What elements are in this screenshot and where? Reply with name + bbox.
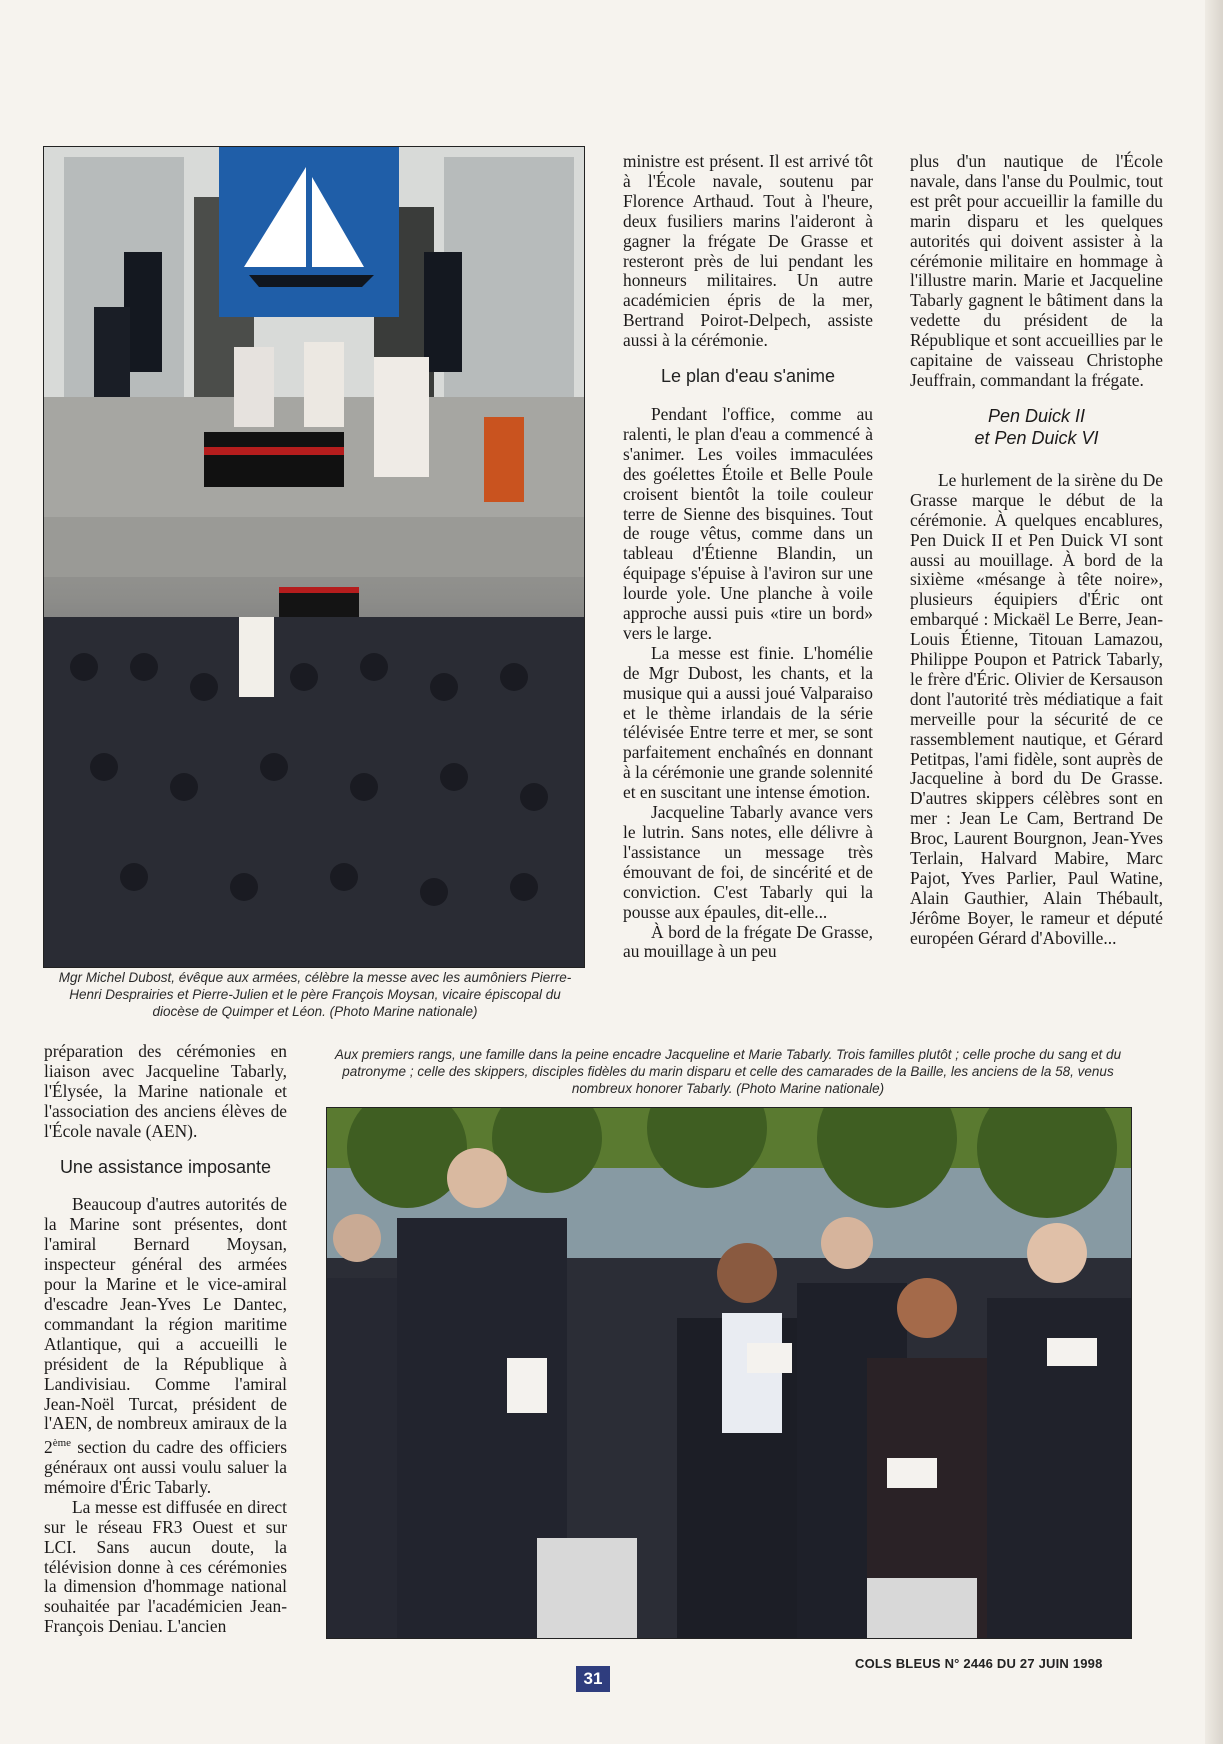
mass-ceremony-photo bbox=[43, 146, 585, 968]
paragraph: préparation des cérémonies en liaison avec Jacqueline Tabarly, l'Élysée, la Marine nationale et l'association des anciens élèves de l'École navale (AEN). bbox=[44, 1041, 287, 1141]
paragraph: Le hurlement de la sirène du De Grasse marque le début de la cérémonie. À quelques encablures, Pen Duick II et Pen Duick VI sont aussi au mouillage. À bord de la sixième «mésange à tête noire», plusieurs équipiers d'Éric ont embarqué : Mickaël Le Berre, Jean-Louis Étienne, Titouan Lamazou, Philippe Poupon et Patrick Tabarly, le frère d'Éric. Olivier de Kersauson dont l'autorité très médiatique a fait merveille pour la sécurité de ce rassemblement nautique, et Gérard Petitpas, l'ami fidèle, sont auprès de Jacqueline à bord du De Grasse. D'autres skippers célèbres sont en mer : Jean Le Cam, Bertrand De Broc, Laurent Bourgnon, Jean-Yves Terlain, Halvard Mabire, Marc Pajot, Yves Parlier, Paul Watine, Alain Gauthier, Alain Thébault, Jérôme Boyer, le rameur et député européen Gérard d'Aboville... bbox=[910, 469, 1163, 948]
page-number: 31 bbox=[576, 1666, 610, 1692]
left-column bbox=[44, 1042, 287, 1637]
paragraph: La messe est diffusée en direct sur le réseau FR3 Ouest et sur LCI. Sans aucun doute, la télévision donne à ces cérémonies la dimension d'hommage national souhaitée par l'académicien Jean-François Deniau. L'ancien bbox=[44, 1496, 287, 1637]
top-photo-caption: Mgr Michel Dubost, évêque aux armées, célèbre la messe avec les aumôniers Pierre-Henri Desprairies et Pierre-Julien et le père François Moysan, vicaire épiscopal du diocèse de Quimper et Léon. (Photo Marine nationale) bbox=[58, 970, 572, 1019]
bottom-photo-caption: Aux premiers rangs, une famille dans la peine encadre Jacqueline et Marie Tabarly. Trois familles plutôt ; celle proche du sang et du patronyme ; celle des skippers, disciples fidèles du marin disparu et celle des camarades de la Baille, les anciens de la 58, venus nombreux honorer Tabarly. (Photo Marine nationale) bbox=[334, 1047, 1122, 1096]
page-edge bbox=[1205, 0, 1223, 1744]
paragraph: plus d'un nautique de l'École navale, dans l'anse du Poulmic, tout est prêt pour accueillir la famille du marin disparu et les quelques autorités qui doivent assister à la cérémonie militaire en hommage à l'illustre marin. Marie et Jacqueline Tabarly gagnent le bâtiment dans la vedette du président de la République et sont accueillies par le capitaine de vaisseau Christophe Jeuffrain, commandant la frégate. bbox=[910, 151, 1163, 390]
section-heading: Le plan d'eau s'anime bbox=[661, 366, 835, 387]
paragraph: Beaucoup d'autres autorités de la Marine sont présentes, dont l'amiral Bernard Moysan, inspecteur général des armées pour la Marine et le vice-amiral d'escadre Jean-Yves Le Dantec, commandant la région maritime Atlantique, qui a accueilli le président de la République à Landivisiau. Comme l'amiral Jean-Noël Turcat, président de l'AEN, de nombreux amiraux de la 2ème section du cadre des officiers généraux ont aussi voulu saluer la mémoire d'Éric Tabarly. bbox=[44, 1194, 287, 1497]
publication-footer: COLS BLEUS N° 2446 DU 27 JUIN 1998 bbox=[855, 1656, 1103, 1671]
front-rows-illustration bbox=[327, 1108, 1131, 1638]
right-column bbox=[910, 152, 1163, 949]
paragraph: La messe est finie. L'homélie de Mgr Dubost, les chants, et la musique qui a aussi joué Valparaiso et le thème irlandais de la série télévisée Entre terre et mer, se sont parfaitement enchaînés en donnant à la cérémonie une grande solennité et en suscitant une intense émotion. bbox=[623, 642, 873, 803]
section-heading: Une assistance imposante bbox=[59, 1156, 272, 1177]
mass-ceremony-illustration bbox=[44, 147, 584, 967]
paragraph: À bord de la frégate De Grasse, au mouillage à un peu bbox=[623, 921, 873, 962]
paragraph: Jacqueline Tabarly avance vers le lutrin. Sans notes, elle délivre à l'assistance un message très émouvant de foi, de sincérité et de conviction. C'est Tabarly qui la pousse aux épaules, dit-elle... bbox=[623, 802, 873, 922]
paragraph: ministre est présent. Il est arrivé tôt à l'École navale, soutenu par Florence Arthaud. Tout à l'heure, deux fusiliers marins l'aideront à gagner la frégate De Grasse et resteront près de lui pendant les honneurs militaires. Un autre académicien épris de la mer, Bertrand Poirot-Delpech, assiste aussi à la cérémonie. bbox=[623, 151, 873, 351]
middle-column bbox=[623, 152, 873, 962]
paragraph: Pendant l'office, comme au ralenti, le plan d'eau a commencé à s'animer. Les voiles immaculées des goélettes Étoile et Belle Poule croisent bientôt la toile couleur terre de Sienne des bisquines. Tout de rouge vêtus, comme dans un tableau d'Étienne Blandin, un équipage s'épuise à l'aviron sur une lourde yole. Une planche à voile approche aussi puis «tire un bord» vers le large. bbox=[623, 403, 873, 643]
front-rows-photo bbox=[326, 1107, 1132, 1639]
section-heading: Pen Duick II et Pen Duick VI bbox=[974, 405, 1099, 448]
